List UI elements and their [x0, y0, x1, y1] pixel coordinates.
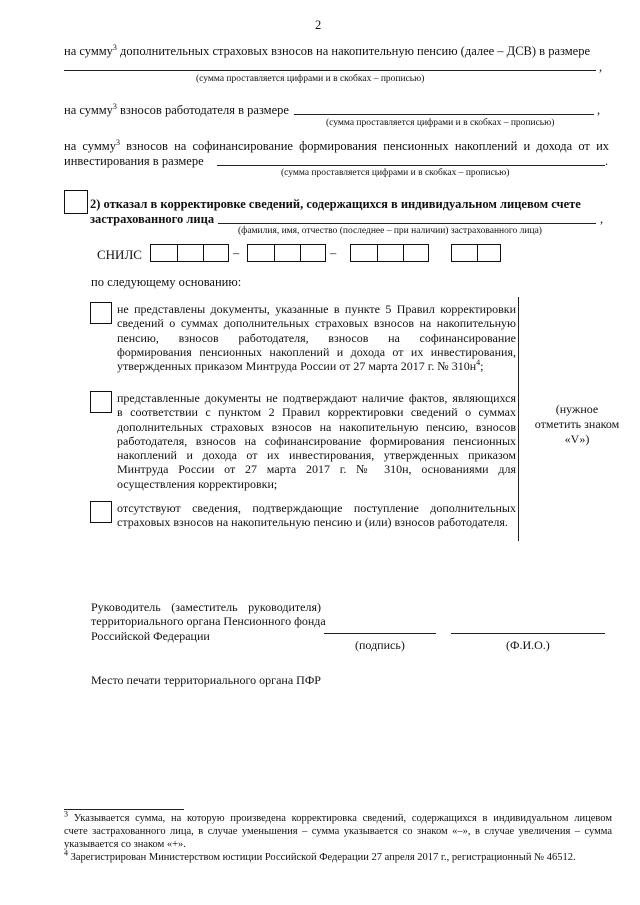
side-note: (нужное отметить знаком «V»)	[534, 402, 620, 446]
dsv-amount-line: на сумму$^3$ дополнительных страховых взносов на накопительную пенсию (далее – ДСВ) в размере	[64, 42, 591, 58]
refusal-title: 2) отказал в корректировке сведений, содержащихся в индивидуальном лицевом счете	[90, 197, 581, 211]
footnote-4: $^4$ Зарегистрирован Министерством юстиции Российской Федерации 27 апреля 2017 г., регистрационный № 46512.	[64, 848, 576, 863]
insured-person-name-field[interactable]	[218, 223, 596, 224]
stamp-place: Место печати территориального органа ПФР	[91, 673, 321, 687]
snils-control-number[interactable]	[451, 244, 501, 262]
employer-amount-hint: (сумма проставляется цифрами и в скобках – прописью)	[326, 118, 555, 128]
signature-field[interactable]	[324, 633, 436, 634]
cofinancing-amount-hint: (сумма проставляется цифрами и в скобках – прописью)	[281, 168, 510, 178]
refusal-checkbox[interactable]	[64, 190, 88, 214]
snils-group-3[interactable]	[350, 244, 429, 262]
cofinancing-amount-field[interactable]	[217, 165, 605, 166]
dsv-amount-field[interactable]	[64, 70, 596, 71]
fio-field[interactable]	[451, 633, 605, 634]
snils-label: СНИЛС	[97, 247, 142, 262]
basis-label: по следующему основанию:	[91, 275, 242, 289]
cofinancing-amount-line: на сумму$^3$ взносов на софинансирование формирования пенсионных накоплений и дохода от их	[64, 137, 610, 153]
footnote-separator	[64, 809, 184, 810]
signatory-title: Руководитель (заместитель руководителя) территориального органа Пенсионного фонда Российской Федерации	[91, 600, 326, 643]
footnote-3: $^3$ Указывается сумма, на которую произведена корректировка сведений, содержащихся в индивидуальном лицевом счете застрахованного лица, в случае уменьшения – сумма указывается со знаком «–», в случае увеличения – сумма указывается со знаком «+».	[64, 809, 612, 850]
employer-amount-field[interactable]	[294, 114, 594, 115]
dsv-amount-hint: (сумма проставляется цифрами и в скобках – прописью)	[196, 74, 425, 84]
reason-3-text: отсутствуют сведения, подтверждающие поступление дополнительных страховых взносов на накопительную пенсию и (или) взносов работодателя.	[117, 501, 516, 530]
reason-2-text: представленные документы не подтверждают наличие фактов, являющихся в соответствии с пунктом 2 Правил корректировки сведений о суммах дополнительных страховых взносов на накопительную пенсию, взносов работодателя, взносов на софинансирование формирования пенсионных накоплений и дохода от их инвестирования, утвержденных приказом Минтруда России от 27 марта 2017 г. № 310н, основаниями для осуществления корректировки;	[117, 391, 516, 491]
employer-amount-line: на сумму$^3$ взносов работодателя в размере	[64, 101, 289, 117]
reason-1-text: не представлены документы, указанные в пункте 5 Правил корректировки сведений о суммах дополнительных страховых взносов на накопительную пенсию, взносов работодателя, взносов на софинансирование формирования пенсионных накоплений и дохода от их инвестирования, утвержденных приказом Минтруда России от 27 марта 2017 г. № $310н^4$;	[117, 302, 516, 374]
snils-group-2[interactable]	[247, 244, 326, 262]
reason-2-checkbox[interactable]	[90, 391, 112, 413]
reason-1-checkbox[interactable]	[90, 302, 112, 324]
signature-hint: (подпись)	[355, 638, 405, 652]
snils-group-1[interactable]	[150, 244, 229, 262]
page-number: 2	[315, 18, 322, 32]
reason-3-checkbox[interactable]	[90, 501, 112, 523]
reasons-divider	[518, 297, 519, 541]
insured-person-name-hint: (фамилия, имя, отчество (последнее – при наличии) застрахованного лица)	[238, 226, 542, 236]
fio-hint: (Ф.И.О.)	[506, 638, 550, 652]
